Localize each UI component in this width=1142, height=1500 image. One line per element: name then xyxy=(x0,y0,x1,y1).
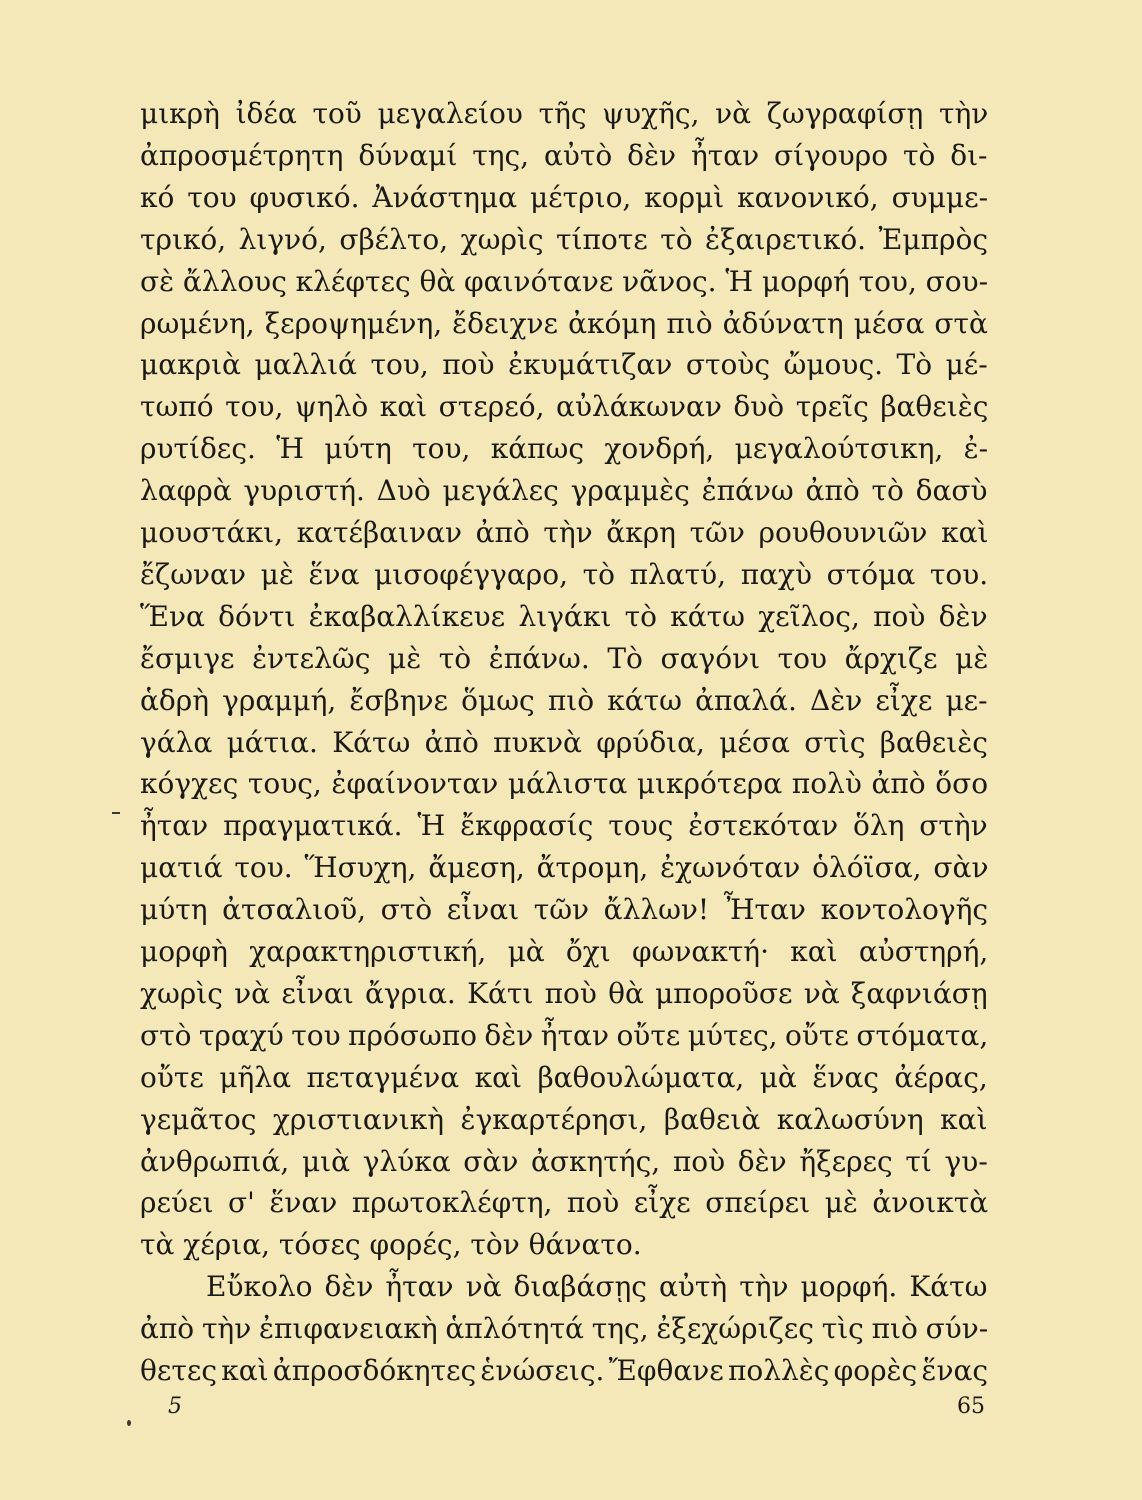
text-line: ἔζωναν μὲ ἕνα μισοφέγγαρο, τὸ πλατύ, παχὺ στόμα του. xyxy=(140,558,989,591)
text-line: θετες καὶ ἀπροσδόκητες ἑνώσεις. Ἔφθανε πολλὲς φορὲς ἕνας xyxy=(140,1354,989,1387)
text-line: τρικό, λιγνό, σβέλτο, χωρὶς τίποτε τὸ ἐξαιρετικό. Ἐμπρὸς xyxy=(140,223,989,256)
margin-mark xyxy=(112,812,120,814)
text-line: μακριὰ μαλλιά του, ποὺ ἐκυμάτιζαν στοὺς ὤμους. Τὸ μέ- xyxy=(140,348,988,381)
text-line: μύτη ἀτσαλιοῦ, στὸ εἶναι τῶν ἄλλων! Ἦταν κοντολογῆς xyxy=(140,893,989,926)
text-line: μουστάκι, κατέβαιναν ἀπὸ τὴν ἄκρη τῶν ρουθουνιῶν καὶ xyxy=(140,516,989,549)
text-line: ρεύει σ' ἕναν πρωτοκλέφτη, ποὺ εἶχε σπείρει μὲ ἀνοικτὰ xyxy=(140,1186,989,1219)
text-line: ρωμένη, ξεροψημένη, ἔδειχνε ἀκόμη πιὸ ἀδύνατη μέσα στὰ xyxy=(140,307,988,340)
text-line: κόγχες τους, ἐφαίνονταν μάλιστα μικρότερα πολὺ ἀπὸ ὅσο xyxy=(140,767,989,800)
text-line: ἔσμιγε ἐντελῶς μὲ τὸ ἐπάνω. Τὸ σαγόνι του ἄρχιζε μὲ xyxy=(140,642,989,675)
text-line: ἀπὸ τὴν ἐπιφανειακὴ ἁπλότητά της, ἐξεχώριζες τὶς πιὸ σύν- xyxy=(140,1312,989,1345)
text-line: στὸ τραχύ του πρόσωπο δὲν ἦταν οὔτε μύτες, οὔτε στόματα, xyxy=(140,1019,989,1052)
text-line: γάλα μάτια. Κάτω ἀπὸ πυκνὰ φρύδια, μέσα στὶς βαθειὲς xyxy=(140,726,988,759)
text-line: χωρὶς νὰ εἶναι ἄγρια. Κάτι ποὺ θὰ μποροῦσε νὰ ξαφνιάσῃ xyxy=(140,977,988,1010)
text-line: τωπό του, ψηλὸ καὶ στερεό, αὐλάκωναν δυὸ τρεῖς βαθειὲς xyxy=(140,390,989,423)
text-line: ρυτίδες. Ἡ μύτη του, κάπως χονδρή, μεγαλούτσικη, ἐ- xyxy=(140,432,989,465)
text-line: ἁδρὴ γραμμή, ἔσβηνε ὅμως πιὸ κάτω ἀπαλά. Δὲν εἶχε με- xyxy=(140,684,988,717)
text-line: τὰ χέρια, τόσες φορές, τὸν θάνατο. xyxy=(140,1228,642,1261)
text-line: ἀπροσμέτρητη δύναμί της, αὐτὸ δὲν ἦταν σίγουρο τὸ δι- xyxy=(140,139,988,172)
margin-dot xyxy=(127,1420,131,1426)
text-line: μορφὴ χαρακτηριστική, μὰ ὄχι φωνακτή· καὶ αὐστηρή, xyxy=(140,935,989,968)
text-line: ἦταν πραγματικά. Ἡ ἔκφρασίς τους ἐστεκόταν ὅλη στὴν xyxy=(140,809,988,842)
text-line: γεμᾶτος χριστιανικὴ ἐγκαρτέρησι, βαθειὰ καλωσύνη καὶ xyxy=(140,1103,988,1136)
text-line: οὔτε μῆλα πεταγμένα καὶ βαθουλώματα, μὰ ἕνας ἀέρας, xyxy=(140,1061,988,1094)
text-line: κό του φυσικό. Ἀνάστημα μέτριο, κορμὶ κανονικό, συμμε- xyxy=(140,181,989,214)
page-number: 65 xyxy=(957,1394,985,1419)
text-line: λαφρὰ γυριστή. Δυὸ μεγάλες γραμμὲς ἐπάνω ἀπὸ τὸ δασὺ xyxy=(140,474,988,507)
text-line: ἀνθρωπιά, μιὰ γλύκα σὰν ἀσκητής, ποὺ δὲν ἤξερες τί γυ- xyxy=(140,1145,988,1178)
text-line: Εὔκολο δὲν ἦταν νὰ διαβάσῃς αὐτὴ τὴν μορφή. Κάτω xyxy=(206,1270,988,1303)
text-line: ματιά του. Ἥσυχη, ἄμεση, ἄτρομη, ἐχωνόταν ὁλόϊσα, σὰν xyxy=(140,851,989,884)
text-line: μικρὴ ἰδέα τοῦ μεγαλείου τῆς ψυχῆς, νὰ ζωγραφίσῃ τὴν xyxy=(140,97,989,130)
text-line: σὲ ἄλλους κλέφτες θὰ φαινότανε νᾶνος. Ἡ μορφή του, σου- xyxy=(140,265,989,298)
signature-mark: 5 xyxy=(168,1394,182,1419)
text-line: Ἕνα δόντι ἐκαβαλλίκευε λιγάκι τὸ κάτω χεῖλος, ποὺ δὲν xyxy=(140,600,988,633)
